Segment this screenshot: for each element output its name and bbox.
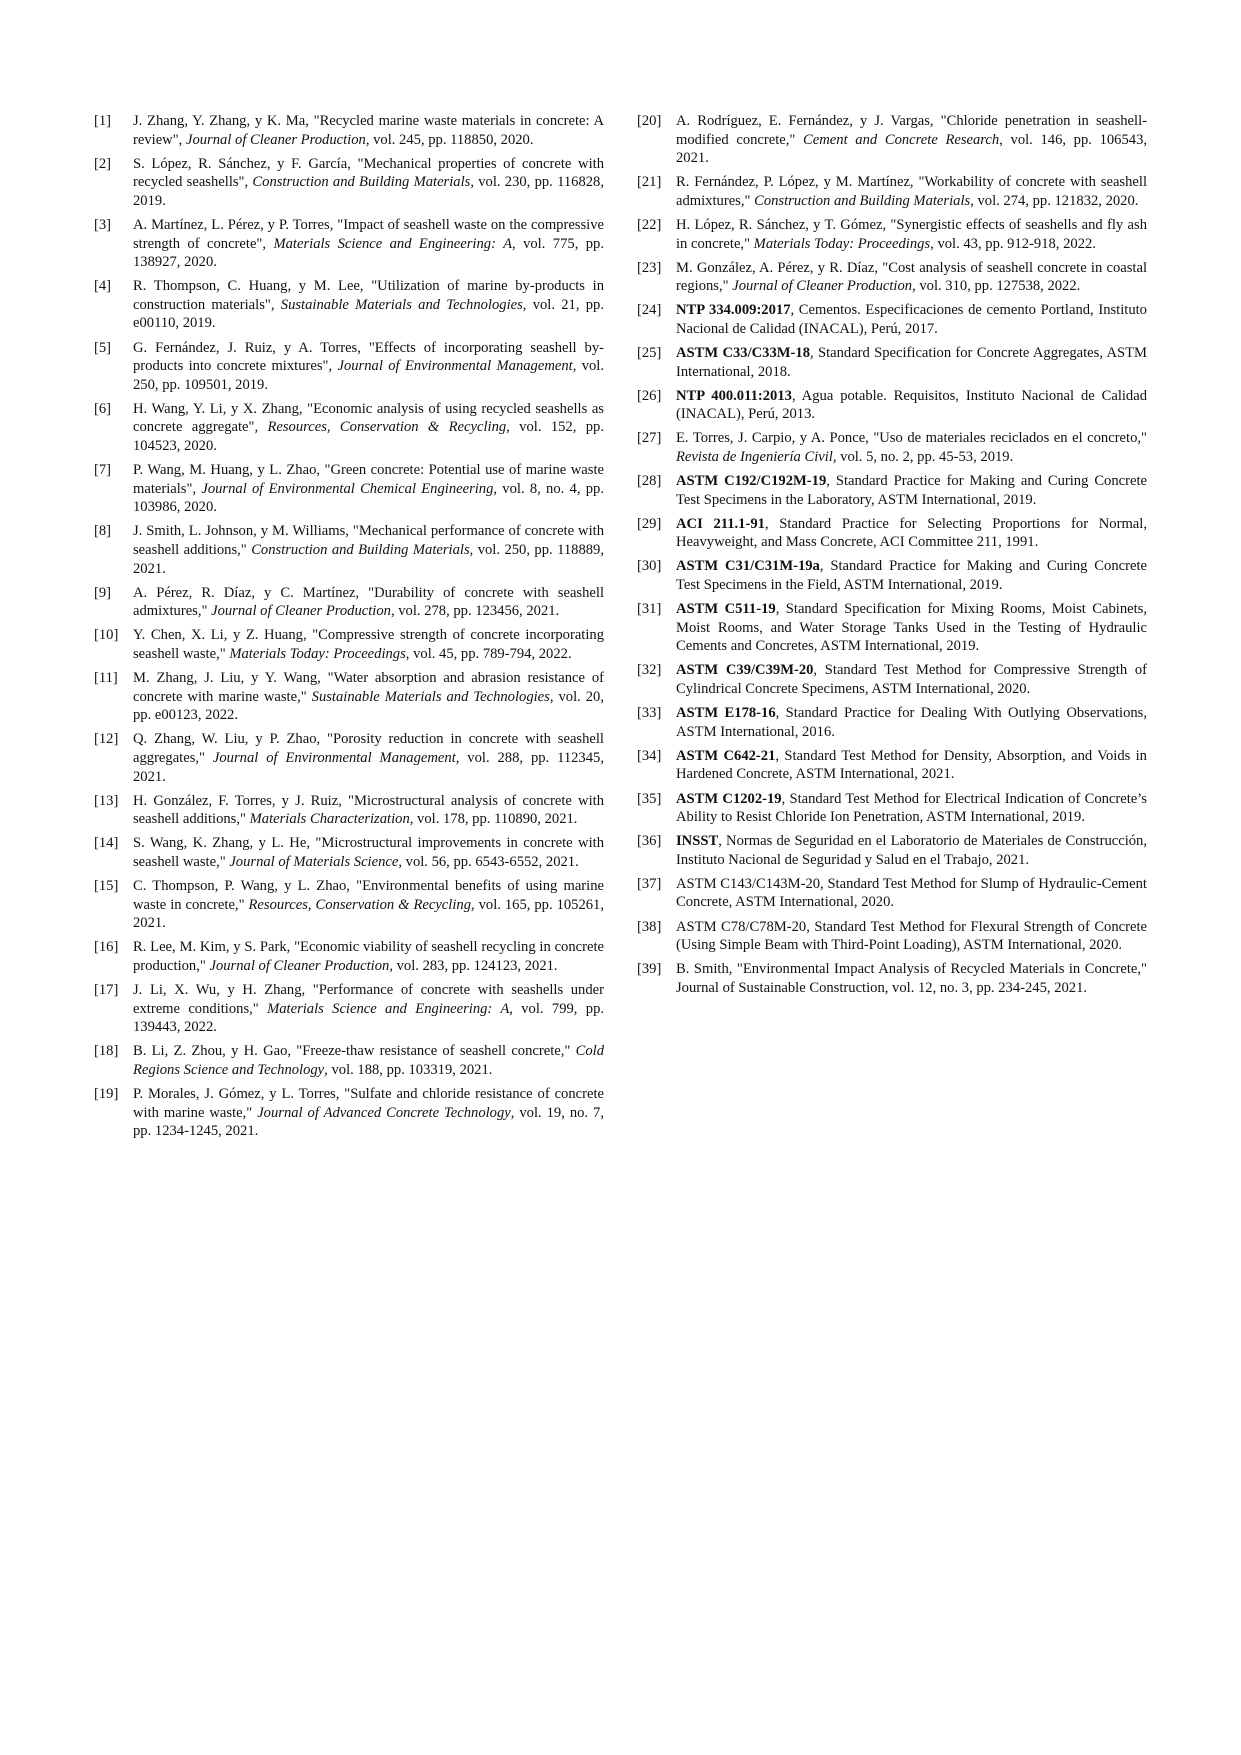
reference-number: [20] <box>637 113 662 129</box>
reference-number: [14] <box>94 835 119 852</box>
reference-details: , vol. 250, pp. 118889, 2021. <box>133 541 604 577</box>
reference-details: , vol. 799, pp. 139443, 2022. <box>133 1000 605 1036</box>
reference-text <box>676 601 1147 654</box>
reference-authors-title: ASTM C78/C78M-20, Standard Test Method for Flexural Strength of Concrete (Using Simple Beam with Third-Point Loading), ASTM International, 2020. <box>676 918 1147 954</box>
journal-name: Sustainable Materials and Technologies <box>280 296 523 313</box>
reference-number: [16] <box>94 939 119 956</box>
reference-item <box>637 216 1147 253</box>
standard-code: ASTM C31/C31M-19a <box>676 558 820 575</box>
reference-details: , vol. 146, pp. 106543, 2021. <box>676 131 1148 167</box>
reference-details: , vol. 230, pp. 116828, 2019. <box>133 174 604 209</box>
journal-name: Journal of Cleaner Production <box>185 131 366 148</box>
reference-authors-title: P. Wang, M. Huang, y L. Zhao, "Green concrete: Potential use of marine waste materials", <box>133 462 604 497</box>
standard-code: NTP 400.011:2013 <box>676 387 792 404</box>
reference-text <box>676 174 1147 209</box>
reference-text <box>676 388 1147 423</box>
reference-number: [18] <box>94 1043 119 1060</box>
reference-authors-title: M. Zhang, J. Liu, y Y. Wang, "Water absorption and abrasion resistance of concrete with marine waste," <box>133 670 604 705</box>
reference-text <box>133 340 604 393</box>
journal-name: Construction and Building Materials <box>754 192 971 209</box>
reference-text <box>676 217 1147 252</box>
reference-text <box>133 793 604 828</box>
reference-item <box>94 155 604 211</box>
reference-text <box>676 302 1147 337</box>
reference-details: , Standard Practice for Dealing With Outlying Observations, ASTM International, 2016. <box>676 705 1148 740</box>
reference-text <box>676 791 1147 826</box>
reference-item <box>637 918 1147 955</box>
references-left-column <box>94 112 604 1146</box>
reference-text <box>676 558 1147 593</box>
reference-text <box>676 919 1147 954</box>
reference-authors-title: H. Wang, Y. Li, y X. Zhang, "Economic analysis of using recycled seashells as concrete aggregate", <box>133 400 604 436</box>
reference-number: [3] <box>94 216 112 233</box>
reference-details: , Normas de Seguridad en el Laboratorio de Materiales de Construcción, Instituto Nacional de Seguridad y Salud en el Trabajo, 2021. <box>676 833 1147 868</box>
reference-text <box>676 473 1147 508</box>
reference-item <box>94 461 604 517</box>
reference-item <box>94 216 604 272</box>
reference-text <box>676 961 1147 996</box>
reference-text <box>133 585 604 620</box>
reference-authors-title: B. Smith, "Environmental Impact Analysis of Recycled Materials in Concrete," Journal of Sustainable Construction, vol. 12, no. 3, pp. 234-245, 2021. <box>676 961 1147 996</box>
reference-item <box>637 747 1147 784</box>
reference-item <box>637 875 1147 912</box>
reference-details: , vol. 188, pp. 103319, 2021. <box>324 1061 493 1078</box>
reference-number: [9] <box>94 584 112 601</box>
reference-text <box>676 516 1147 551</box>
reference-item <box>94 626 604 663</box>
reference-details: , vol. 274, pp. 121832, 2020. <box>970 192 1139 209</box>
journal-name: Materials Science and Engineering: A <box>273 235 513 252</box>
reference-number: [4] <box>94 278 112 295</box>
reference-item <box>637 429 1147 466</box>
reference-details: , vol. 45, pp. 789-794, 2022. <box>405 645 572 662</box>
reference-item <box>637 704 1147 741</box>
reference-details: , Agua potable. Requisitos, Instituto Nacional de Calidad (INACAL), Perú, 2013. <box>676 387 1148 423</box>
reference-item <box>94 730 604 786</box>
reference-details: , vol. 245, pp. 118850, 2020. <box>365 131 534 148</box>
reference-details: , vol. 775, pp. 138927, 2020. <box>133 235 605 271</box>
standard-code: ASTM C39/C39M-20 <box>676 662 814 679</box>
reference-details: , Standard Test Method for Electrical Indication of Concrete’s Ability to Resist Chloride Ion Penetration, ASTM International, 2019. <box>676 790 1147 826</box>
reference-text <box>133 1086 604 1139</box>
journal-name: Construction and Building Materials <box>251 541 470 558</box>
journal-name: Journal of Cleaner Production <box>732 278 913 295</box>
reference-authors-title: Y. Chen, X. Li, y Z. Huang, "Compressive strength of concrete incorporating seashell waste," <box>133 627 604 662</box>
reference-text <box>133 462 604 515</box>
journal-name: Journal of Materials Science <box>229 853 399 870</box>
reference-details: , vol. 19, no. 7, pp. 1234-1245, 2021. <box>133 1104 604 1140</box>
journal-name: Cement and Concrete Research <box>803 131 1000 148</box>
reference-details: , vol. 288, pp. 112345, 2021. <box>133 749 604 785</box>
reference-text <box>676 705 1147 740</box>
reference-item <box>637 387 1147 424</box>
reference-item <box>94 277 604 333</box>
reference-authors-title: ASTM C143/C143M-20, Standard Test Method for Slump of Hydraulic-Cement Concrete, ASTM International, 2020. <box>676 875 1147 911</box>
reference-item <box>637 661 1147 698</box>
reference-number: [30] <box>637 558 662 575</box>
reference-number: [8] <box>94 523 112 540</box>
reference-item <box>637 832 1147 869</box>
reference-item <box>94 981 604 1037</box>
reference-authors-title: A. Rodríguez, E. Fernández, y J. Vargas, "Chloride penetration in seashell-modified concrete," <box>676 113 1147 148</box>
reference-item <box>94 584 604 621</box>
reference-authors-title: A. Martínez, L. Pérez, y P. Torres, "Impact of seashell waste on the compressive strength of concrete", <box>133 216 604 252</box>
reference-details: , Standard Practice for Making and Curing Concrete Test Specimens in the Laboratory, ASTM International, 2019. <box>676 473 1147 508</box>
reference-authors-title: G. Fernández, J. Ruiz, y A. Torres, "Effects of incorporating seashell by-products into concrete mixtures", <box>133 339 604 375</box>
reference-item <box>637 112 1147 168</box>
reference-details: , vol. 250, pp. 109501, 2019. <box>133 358 604 393</box>
reference-number: [26] <box>637 387 662 404</box>
reference-text <box>676 430 1147 465</box>
reference-details: , vol. 21, pp. e00110, 2019. <box>133 296 604 332</box>
reference-item <box>637 600 1147 656</box>
journal-name: Journal of Environmental Management <box>212 749 456 766</box>
standard-code: ASTM C511-19 <box>676 601 776 618</box>
reference-details: , vol. 8, no. 4, pp. 103986, 2020. <box>133 480 604 516</box>
reference-text <box>133 982 604 1035</box>
journal-name: Cold Regions Science and Technology <box>133 1043 604 1078</box>
reference-number: [23] <box>637 259 662 276</box>
reference-text <box>133 835 604 870</box>
reference-text <box>133 731 604 784</box>
reference-details: , Standard Specification for Mixing Rooms, Moist Cabinets, Moist Rooms, and Water Storage Tanks Used in the Testing of Hydraulic Cements and Concretes, ASTM International, 2019. <box>676 601 1148 655</box>
reference-details: , vol. 178, pp. 110890, 2021. <box>409 811 578 828</box>
standard-code: ACI 211.1-91 <box>676 515 765 532</box>
references-right-column <box>637 112 1147 1003</box>
journal-name: Materials Today: Proceedings <box>229 645 406 662</box>
reference-number: [37] <box>637 875 662 892</box>
reference-number: [34] <box>637 747 662 764</box>
reference-text <box>676 833 1147 868</box>
reference-item <box>637 173 1147 210</box>
reference-item <box>637 557 1147 594</box>
reference-details: , vol. 56, pp. 6543-6552, 2021. <box>398 853 579 870</box>
reference-item <box>94 834 604 871</box>
standard-code: INSST <box>676 833 719 850</box>
reference-text <box>133 156 604 209</box>
reference-text <box>133 878 604 931</box>
reference-item <box>637 790 1147 827</box>
reference-item <box>94 792 604 829</box>
journal-name: Journal of Cleaner Production <box>211 603 391 620</box>
reference-authors-title: Q. Zhang, W. Liu, y P. Zhao, "Porosity reduction in concrete with seashell aggregates," <box>133 731 604 766</box>
journal-name: Materials Characterization <box>249 811 410 828</box>
reference-item <box>637 515 1147 552</box>
reference-number: [24] <box>637 302 662 319</box>
reference-number: [27] <box>637 430 662 447</box>
reference-number: [36] <box>637 833 662 850</box>
reference-details: , Standard Practice for Selecting Proportions for Normal, Heavyweight, and Mass Concrete, ACI Committee 211, 1991. <box>676 515 1147 551</box>
reference-number: [7] <box>94 462 112 479</box>
reference-authors-title: R. Fernández, P. López, y M. Martínez, "Workability of concrete with seashell admixtures," <box>676 174 1147 209</box>
reference-details: , Standard Test Method for Compressive Strength of Cylindrical Concrete Specimens, ASTM International, 2020. <box>676 662 1147 698</box>
reference-number: [39] <box>637 961 662 978</box>
reference-item <box>637 301 1147 338</box>
reference-text <box>676 876 1147 911</box>
journal-name: Construction and Building Materials <box>252 174 471 191</box>
reference-number: [5] <box>94 339 112 356</box>
reference-details: , Standard Specification for Concrete Aggregates, ASTM International, 2018. <box>676 345 1147 380</box>
reference-authors-title: J. Zhang, Y. Zhang, y K. Ma, "Recycled marine waste materials in concrete: A review", <box>133 113 604 148</box>
reference-text <box>133 1043 604 1078</box>
reference-item <box>637 259 1147 296</box>
standard-code: ASTM C642-21 <box>676 747 776 764</box>
reference-details: , vol. 310, pp. 127538, 2022. <box>912 278 1081 295</box>
reference-authors-title: R. Thompson, C. Huang, y M. Lee, "Utilization of marine by-products in construction materials", <box>133 278 604 313</box>
reference-text <box>133 217 604 270</box>
reference-details: , vol. 5, no. 2, pp. 45-53, 2019. <box>832 449 1014 465</box>
reference-item <box>94 938 604 975</box>
reference-details: , vol. 20, pp. e00123, 2022. <box>133 688 605 724</box>
reference-authors-title: M. González, A. Pérez, y R. Díaz, "Cost analysis of seashell concrete in coastal regions," <box>676 259 1147 295</box>
reference-item <box>94 877 604 933</box>
reference-item <box>637 472 1147 509</box>
reference-number: [12] <box>94 731 119 748</box>
reference-number: [10] <box>94 627 119 644</box>
reference-authors-title: J. Smith, L. Johnson, y M. Williams, "Mechanical performance of concrete with seashell additions," <box>133 523 604 558</box>
reference-authors-title: B. Li, Z. Zhou, y H. Gao, "Freeze-thaw resistance of seashell concrete," <box>133 1043 576 1060</box>
reference-number: [22] <box>637 216 662 233</box>
reference-number: [31] <box>637 601 662 618</box>
reference-text <box>133 627 604 662</box>
reference-details: , Cementos. Especificaciones de cemento Portland, Instituto Nacional de Calidad (INACAL), Perú, 2017. <box>676 302 1147 337</box>
reference-number: [35] <box>637 790 662 807</box>
reference-item <box>94 1085 604 1141</box>
journal-name: Materials Today: Proceedings <box>753 235 931 252</box>
reference-number: [38] <box>637 918 662 935</box>
reference-details: , vol. 165, pp. 105261, 2021. <box>133 896 604 932</box>
reference-item <box>94 400 604 456</box>
reference-text <box>676 748 1147 783</box>
standard-code: NTP 334.009:2017 <box>676 302 791 319</box>
reference-item <box>94 112 604 149</box>
journal-name: Journal of Cleaner Production <box>209 957 390 974</box>
reference-authors-title: A. Pérez, R. Díaz, y C. Martínez, "Durability of concrete with seashell admixtures," <box>133 584 604 620</box>
reference-authors-title: R. Lee, M. Kim, y S. Park, "Economic viability of seashell recycling in concrete production," <box>133 939 604 974</box>
reference-authors-title: H. López, R. Sánchez, y T. Gómez, "Synergistic effects of seashells and fly ash in concrete," <box>676 216 1147 252</box>
reference-text <box>676 260 1147 295</box>
reference-text <box>676 113 1147 166</box>
reference-number: [15] <box>94 877 119 894</box>
reference-item <box>94 1042 604 1079</box>
standard-code: ASTM C192/C192M-19 <box>676 473 827 490</box>
journal-name: Sustainable Materials and Technologies <box>311 688 550 705</box>
reference-item <box>637 960 1147 997</box>
reference-number: [2] <box>94 155 112 172</box>
standard-code: ASTM E178-16 <box>676 705 776 722</box>
reference-authors-title: C. Thompson, P. Wang, y L. Zhao, "Environmental benefits of using marine waste in concrete," <box>133 877 604 913</box>
journal-name: Journal of Environmental Management <box>337 358 573 375</box>
journal-name: Resources, Conservation & Recycling <box>267 419 507 436</box>
reference-number: [13] <box>94 792 119 809</box>
reference-number: [1] <box>94 113 112 129</box>
reference-item <box>94 339 604 395</box>
reference-details: , vol. 152, pp. 104523, 2020. <box>133 419 604 454</box>
journal-name: Revista de Ingeniería Civil <box>676 449 833 465</box>
reference-item <box>637 344 1147 381</box>
reference-number: [19] <box>94 1085 119 1102</box>
reference-item <box>94 522 604 578</box>
reference-authors-title: P. Morales, J. Gómez, y L. Torres, "Sulfate and chloride resistance of concrete with marine waste," <box>133 1085 604 1121</box>
reference-number: [28] <box>637 473 662 490</box>
reference-number: [17] <box>94 981 119 998</box>
reference-authors-title: H. González, F. Torres, y J. Ruiz, "Microstructural analysis of concrete with seashell additions," <box>133 792 604 828</box>
reference-number: [11] <box>94 670 118 687</box>
reference-details: , vol. 278, pp. 123456, 2021. <box>390 603 560 620</box>
journal-name: Journal of Advanced Concrete Technology <box>257 1104 511 1121</box>
reference-details: , vol. 283, pp. 124123, 2021. <box>389 957 558 974</box>
reference-text <box>133 401 604 454</box>
reference-item <box>94 669 604 725</box>
reference-number: [32] <box>637 662 662 679</box>
reference-text <box>133 278 604 331</box>
reference-text <box>133 670 604 723</box>
reference-number: [21] <box>637 174 662 191</box>
reference-text <box>133 523 604 576</box>
reference-text <box>133 939 604 974</box>
standard-code: ASTM C1202-19 <box>676 790 782 807</box>
reference-number: [29] <box>637 515 662 532</box>
journal-name: Journal of Environmental Chemical Engineering <box>201 480 494 497</box>
reference-authors-title: J. Li, X. Wu, y H. Zhang, "Performance of concrete with seashells under extreme conditions," <box>133 981 604 1017</box>
journal-name: Resources, Conservation & Recycling <box>248 896 471 913</box>
standard-code: ASTM C33/C33M-18 <box>676 345 811 362</box>
reference-details: , Standard Test Method for Density, Absorption, and Voids in Hardened Concrete, ASTM International, 2021. <box>676 747 1147 783</box>
reference-authors-title: S. López, R. Sánchez, y F. García, "Mechanical properties of concrete with recycled seashells", <box>133 155 604 191</box>
reference-text <box>676 662 1147 697</box>
reference-authors-title: S. Wang, K. Zhang, y L. He, "Microstructural improvements in concrete with seashell waste," <box>133 835 604 870</box>
reference-details: , vol. 43, pp. 912-918, 2022. <box>930 235 1096 252</box>
reference-number: [25] <box>637 345 662 362</box>
journal-name: Materials Science and Engineering: A <box>267 1000 510 1017</box>
reference-authors-title: E. Torres, J. Carpio, y A. Ponce, "Uso de materiales reciclados en el concreto," <box>676 430 1147 447</box>
reference-text <box>676 345 1147 380</box>
reference-text <box>133 113 604 148</box>
reference-number: [33] <box>637 705 662 722</box>
reference-number: [6] <box>94 400 112 417</box>
reference-details: , Standard Practice for Making and Curing Concrete Test Specimens in the Field, ASTM International, 2019. <box>676 558 1147 594</box>
